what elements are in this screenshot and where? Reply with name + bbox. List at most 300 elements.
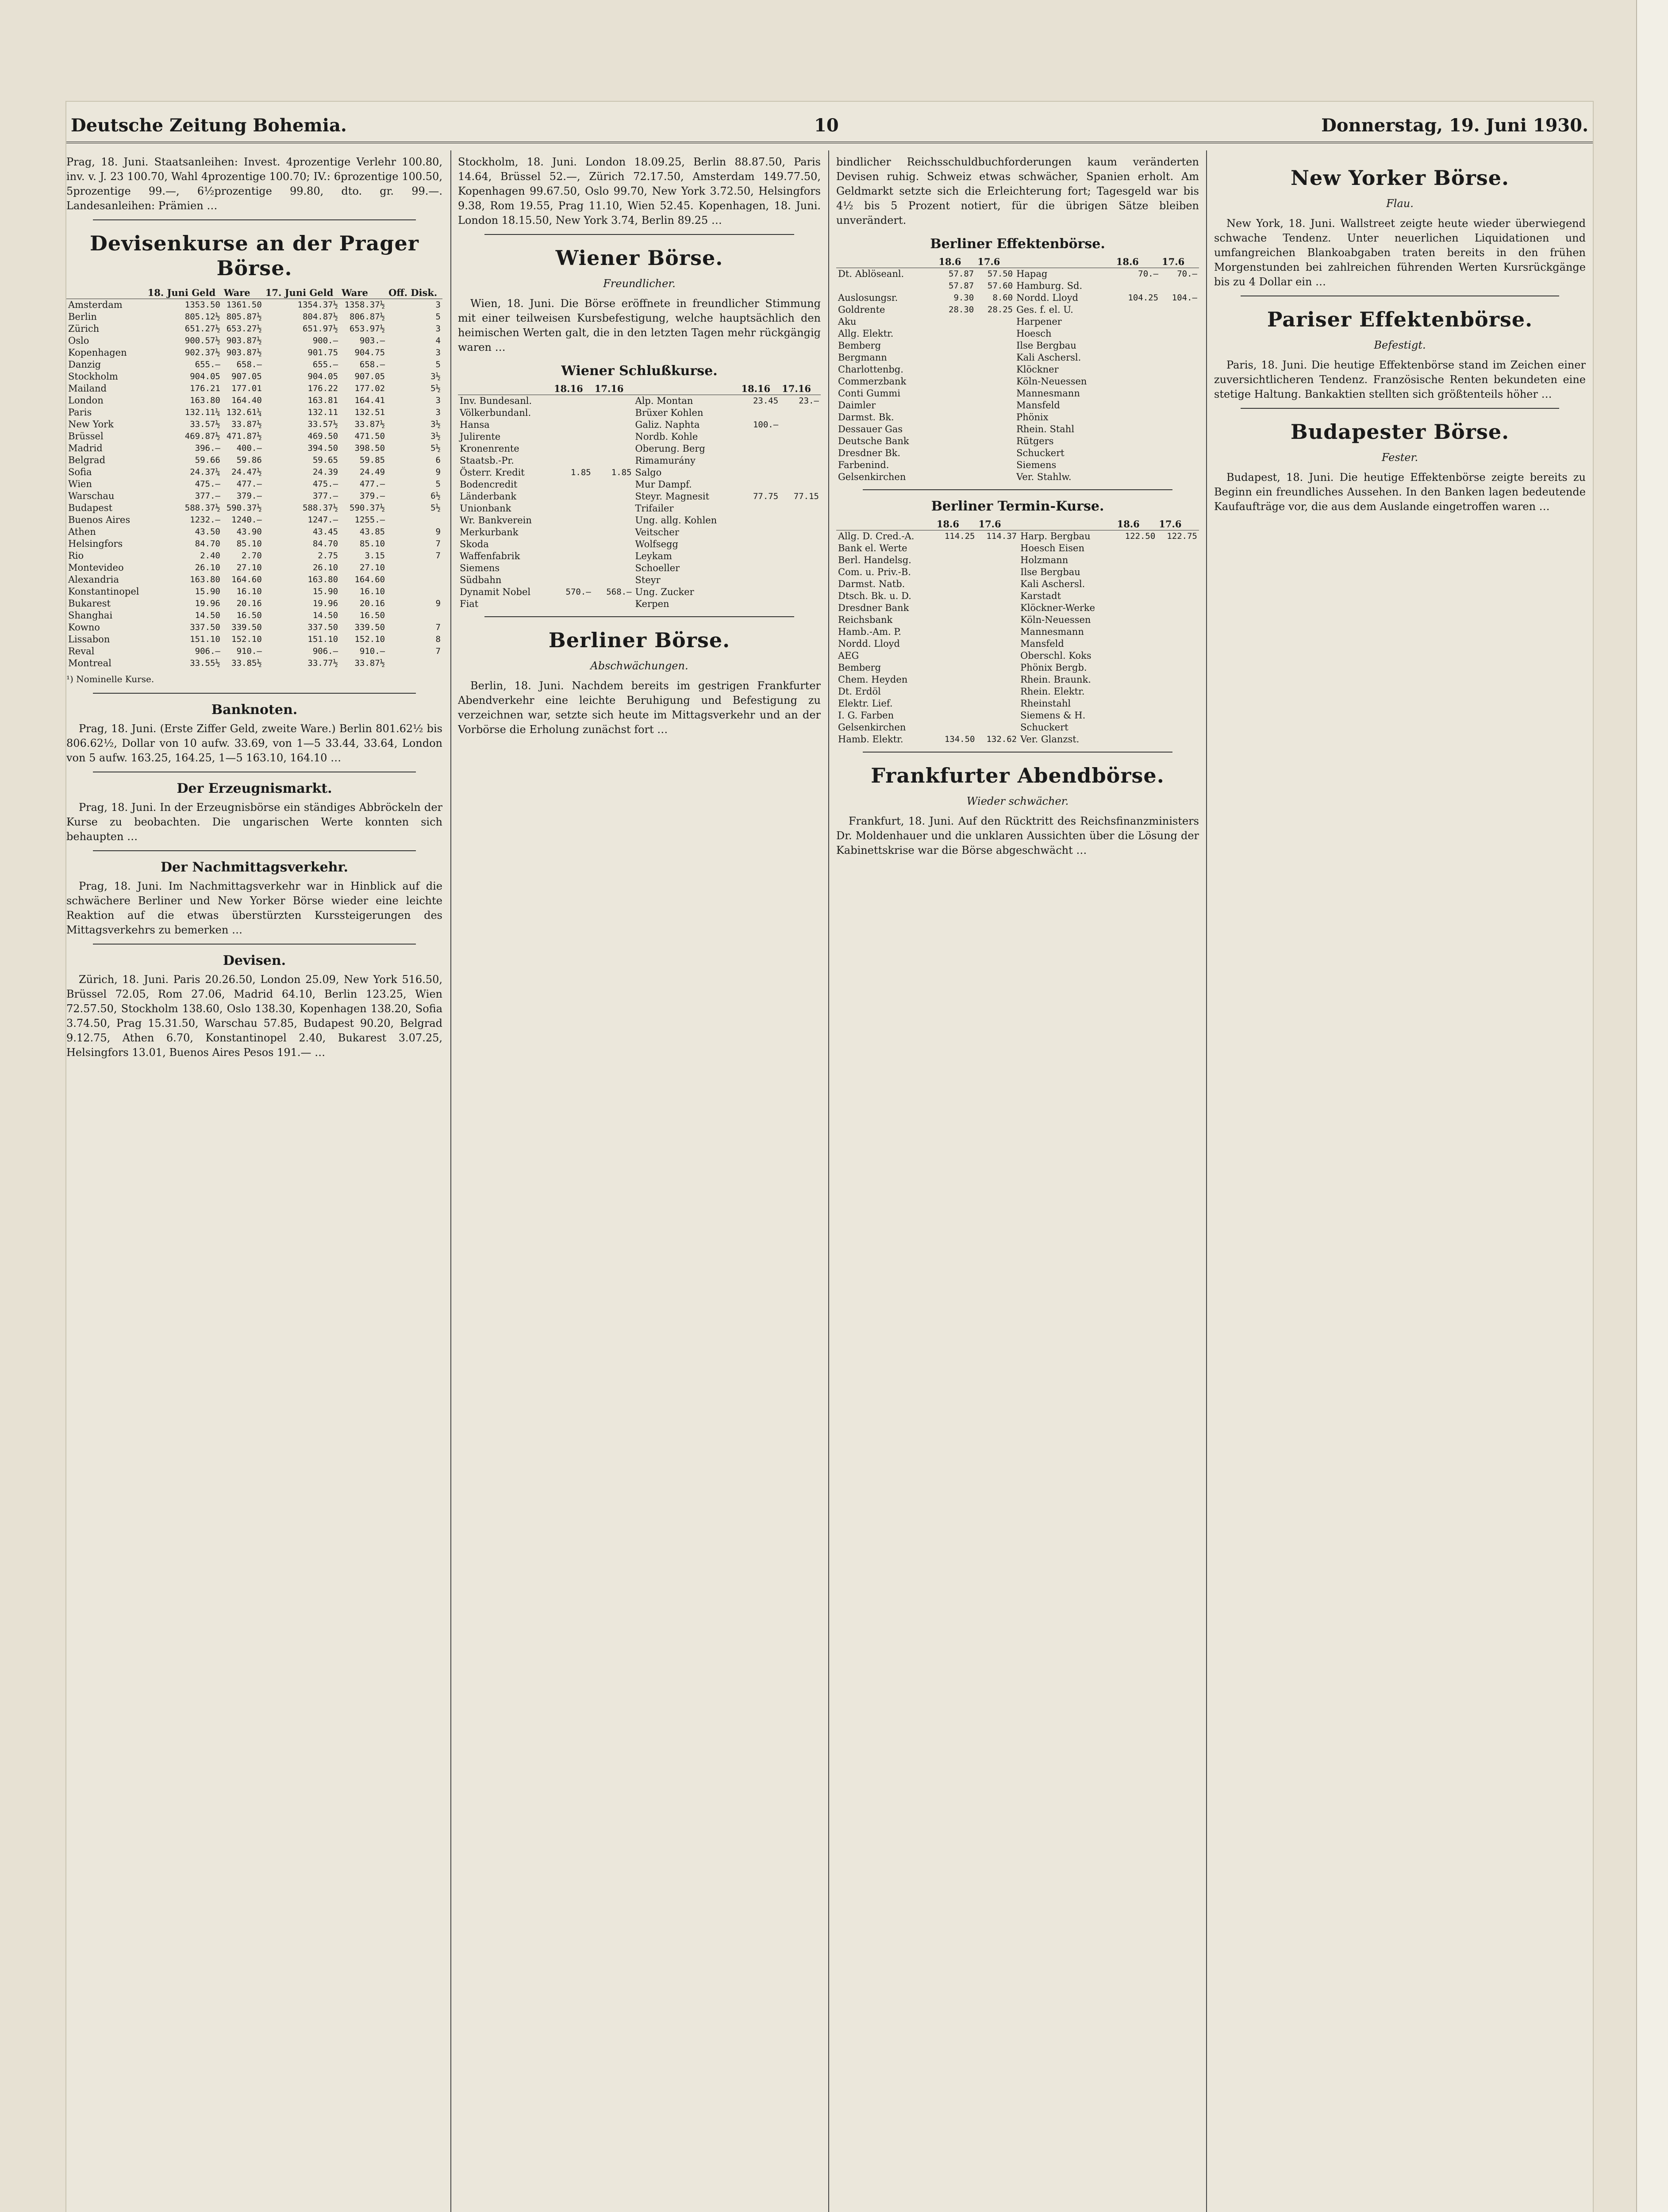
- devisen-cell: 379.—: [359, 491, 385, 501]
- schluss-cell: [780, 407, 821, 419]
- effekten-row: [836, 316, 1199, 328]
- schluss-cell: [593, 574, 634, 586]
- berliner-termin-table: [836, 518, 1199, 745]
- schluss-cell: [552, 407, 593, 419]
- devisen-cell: 177.01: [231, 384, 262, 393]
- effekten-cell: [937, 376, 976, 388]
- effekten-cell: [1115, 376, 1160, 388]
- devisen-cell: Kowno: [68, 622, 100, 633]
- devisen-cell: Mailand: [68, 383, 107, 394]
- devisen-cell: 910.—: [359, 646, 385, 656]
- effekten-cell: [976, 447, 1015, 459]
- effekten-cell: [1160, 411, 1199, 423]
- effekten-cell: 70.—: [1177, 269, 1197, 279]
- devisen-cell: 903.87½: [226, 348, 262, 357]
- effekten-cell: [836, 280, 937, 292]
- termin-cell: [1157, 566, 1199, 578]
- schluss-cell: [739, 503, 780, 515]
- schluss-cell: Bodencredit: [460, 479, 518, 490]
- devisen-cell: 33.57½: [307, 419, 338, 429]
- termin-cell: [976, 722, 1018, 733]
- devisen-cell: 475.—: [312, 479, 338, 489]
- effekten-cell: Klöckner: [1016, 364, 1059, 375]
- devisen-column-header: 18. Juni Geld: [146, 287, 222, 299]
- schluss-row: [458, 491, 821, 503]
- termin-cell: Klöckner-Werke: [1020, 603, 1095, 613]
- article-devisen: Zürich, 18. Juni. Paris 20.26.50, London 25.09, New York 516.50, Brüssel 72.05, Rom 27.06, Madrid 64.10, Berlin 123.25, Wien 72.57.50, Stockholm 138.60, Oslo 138.30, Kopenhagen 138.20, Sofia 3.74.50, Prag 15.31.50, Warschau 57.85, Budapest 90.20, Belgrad 9.12.75, Athen 6.70, Konstantinopel 2.40, Bukarest 3.07.25, Helsingfors 13.01, Buenos Aires Pesos 191.— …: [66, 973, 442, 1059]
- devisen-cell: 16.10: [359, 587, 385, 596]
- termin-row: [836, 662, 1199, 674]
- schluss-cell: [739, 515, 780, 526]
- devisen-cell: 471.87½: [226, 431, 262, 441]
- termin-cell: [1115, 590, 1157, 602]
- effekten-row: [836, 292, 1199, 304]
- schluss-row: [458, 467, 821, 479]
- effekten-cell: [976, 364, 1015, 376]
- effekten-cell: [937, 388, 976, 399]
- termin-cell: Bemberg: [838, 662, 881, 673]
- devisen-cell: 804.87½: [302, 312, 338, 322]
- effekten-cell: [1160, 364, 1199, 376]
- schluss-cell: [552, 526, 593, 538]
- effekten-cell: Conti Gummi: [838, 388, 900, 399]
- schluss-cell: [552, 491, 593, 503]
- devisen-cell: Zürich: [68, 323, 100, 334]
- devisen-cell: Belgrad: [68, 455, 106, 465]
- devisen-cell: [387, 586, 442, 598]
- devisen-cell: 15.90: [312, 587, 338, 596]
- heading-frankfurter-abendboerse: Frankfurter Abendbörse.: [871, 764, 1165, 787]
- termin-cell: 122.50: [1125, 531, 1156, 541]
- effekten-row: [836, 388, 1199, 399]
- effekten-cell: Bergmann: [838, 352, 887, 363]
- devisen-cell: Shanghai: [68, 610, 113, 621]
- devisen-cell: Wien: [68, 479, 92, 489]
- termin-cell: Kali Aschersl.: [1020, 579, 1085, 589]
- article-berliner: Berlin, 18. Juni. Nachdem bereits im gestrigen Frankfurter Abendverkehr eine leichte Beruhigung und Befestigung zu verzeichnen war, setzte sich heute im Mittagsverkehr und an der Vorbörse die Erholung zunächst fort …: [458, 680, 821, 736]
- termin-cell: [935, 614, 977, 626]
- effekten-cell: 104.25: [1128, 293, 1159, 303]
- effekten-cell: [1115, 471, 1160, 483]
- devisen-row: [66, 407, 442, 419]
- termin-cell: [976, 674, 1018, 686]
- termin-cell: [1115, 662, 1157, 674]
- schluss-cell: Oberung. Berg: [635, 443, 705, 454]
- termin-cell: I. G. Farben: [838, 710, 894, 721]
- devisen-cell: 33.77½: [307, 658, 338, 668]
- effekten-cell: [1115, 304, 1160, 316]
- devisen-cell: 655.—: [195, 360, 220, 369]
- devisen-cell: 339.50: [354, 622, 385, 632]
- effekten-cell: [937, 471, 976, 483]
- devisen-cell: 5: [435, 360, 441, 369]
- devisen-cell: 377.—: [195, 491, 220, 501]
- devisen-cell: 16.50: [236, 611, 262, 620]
- schluss-cell: 568.—: [606, 587, 632, 597]
- schluss-cell: Kerpen: [635, 599, 669, 609]
- schluss-cell: [593, 455, 634, 467]
- effekten-cell: [1115, 364, 1160, 376]
- devisen-row: [66, 598, 442, 610]
- effekten-cell: [1160, 280, 1199, 292]
- effekten-row: [836, 471, 1199, 483]
- termin-row: [836, 626, 1199, 638]
- termin-cell: Ver. Glanzst.: [1020, 734, 1080, 745]
- devisen-cell: 3: [435, 407, 441, 417]
- termin-cell: Schuckert: [1020, 722, 1068, 733]
- effekten-cell: Daimler: [838, 400, 876, 411]
- schluss-cell: Südbahn: [460, 575, 502, 585]
- devisen-cell: Lissabon: [68, 634, 110, 645]
- schluss-cell: Ung. Zucker: [635, 587, 694, 597]
- devisen-cell: 904.05: [307, 372, 338, 381]
- termin-cell: [1115, 650, 1157, 662]
- termin-cell: [935, 566, 977, 578]
- schluss-cell: Veitscher: [635, 527, 679, 538]
- devisen-cell: 33.55½: [190, 658, 220, 668]
- effekten-row: [836, 340, 1199, 352]
- schluss-cell: Fiat: [460, 599, 479, 609]
- devisen-cell: 33.87½: [354, 658, 385, 668]
- termin-row: [836, 638, 1199, 650]
- devisen-cell: 59.66: [195, 455, 220, 465]
- termin-cell: Nordd. Lloyd: [838, 638, 900, 649]
- schluss-row: [458, 562, 821, 574]
- effekten-cell: Hoesch: [1016, 328, 1052, 339]
- devisen-cell: Warschau: [68, 491, 115, 501]
- devisen-cell: Montevideo: [68, 562, 124, 573]
- termin-cell: 134.50: [944, 734, 975, 744]
- termin-cell: [976, 698, 1018, 710]
- termin-cell: [1115, 638, 1157, 650]
- effekten-cell: [1115, 399, 1160, 411]
- devisen-cell: 16.50: [359, 611, 385, 620]
- termin-cell: Ilse Bergbau: [1020, 567, 1080, 577]
- schluss-cell: [593, 515, 634, 526]
- effekten-row: [836, 411, 1199, 423]
- schluss-cell: Steyr: [635, 575, 661, 585]
- devisen-cell: 1361.50: [226, 300, 262, 310]
- schluss-row: [458, 395, 821, 407]
- devisen-cell: 132.51: [354, 407, 385, 417]
- effekten-cell: [937, 316, 976, 328]
- devisen-cell: 132.61¼: [226, 407, 262, 417]
- devisen-cell: 33.85½: [231, 658, 262, 668]
- effekten-cell: [1115, 280, 1160, 292]
- devisen-row: [66, 299, 442, 311]
- effekten-cell: [937, 411, 976, 423]
- schluss-cell: Julirente: [460, 431, 501, 442]
- devisen-cell: 24.39: [312, 467, 338, 477]
- devisen-cell: 8: [435, 634, 441, 644]
- devisen-cell: [387, 562, 442, 574]
- devisen-cell: 805.12½: [184, 312, 220, 322]
- devisen-cell: 805.87½: [226, 312, 262, 322]
- subheading-budapest: Fester.: [1381, 451, 1418, 464]
- schluss-row: [458, 586, 821, 598]
- devisen-cell: 7: [435, 622, 441, 632]
- effekten-row: [836, 268, 1199, 280]
- schluss-cell: [552, 479, 593, 491]
- devisen-cell: Oslo: [68, 335, 89, 346]
- schluss-cell: Völkerbundanl.: [460, 407, 531, 418]
- devisen-column-header: 17. Juni Geld: [264, 287, 340, 299]
- effekten-cell: 57.87: [949, 281, 974, 291]
- effekten-cell: Rütgers: [1016, 436, 1054, 446]
- termin-cell: Dt. Erdöl: [838, 686, 881, 697]
- effekten-cell: Farbenind.: [838, 460, 889, 470]
- heading-devisenkurse: Devisenkurse an der Prager Börse.: [90, 231, 419, 280]
- schluss-cell: [593, 407, 634, 419]
- devisen-cell: 906.—: [195, 646, 220, 656]
- termin-cell: [935, 590, 977, 602]
- devisen-row: [66, 538, 442, 550]
- termin-cell: Hamb.-Am. P.: [838, 626, 901, 637]
- schluss-cell: 1.85: [611, 468, 632, 477]
- schluss-cell: [593, 562, 634, 574]
- schluss-row: [458, 515, 821, 526]
- schluss-cell: [739, 562, 780, 574]
- devisen-cell: 26.10: [312, 563, 338, 572]
- devisen-cell: 590.37½: [226, 503, 262, 513]
- devisen-cell: 59.65: [312, 455, 338, 465]
- devisen-cell: 85.10: [359, 539, 385, 549]
- schluss-cell: [593, 491, 634, 503]
- page-edge: [1636, 0, 1668, 2212]
- effekten-column-header: [836, 256, 937, 268]
- effekten-cell: [1160, 459, 1199, 471]
- devisen-cell: 475.—: [195, 479, 220, 489]
- effekten-cell: [1115, 316, 1160, 328]
- effekten-cell: Hapag: [1016, 269, 1048, 279]
- devisen-cell: Stockholm: [68, 371, 118, 382]
- schluss-cell: [739, 550, 780, 562]
- devisen-cell: [387, 514, 442, 526]
- devisen-cell: 904.05: [190, 372, 220, 381]
- devisen-cell: 19.96: [312, 599, 338, 608]
- schluss-cell: [593, 443, 634, 455]
- schluss-cell: [780, 562, 821, 574]
- schluss-cell: [593, 526, 634, 538]
- devisen-cell: 588.37½: [302, 503, 338, 513]
- effekten-cell: [976, 388, 1015, 399]
- devisen-cell: 4: [435, 336, 441, 346]
- devisen-cell: Danzig: [68, 359, 101, 370]
- effekten-cell: [1115, 340, 1160, 352]
- termin-cell: [976, 626, 1018, 638]
- termin-cell: [935, 698, 977, 710]
- schluss-row: [458, 419, 821, 431]
- effekten-row: [836, 304, 1199, 316]
- schluss-cell: [552, 598, 593, 610]
- heading-erzeugnismarkt: Der Erzeugnismarkt.: [177, 781, 332, 796]
- devisen-cell: 339.50: [231, 622, 262, 632]
- schluss-cell: Salgo: [635, 467, 662, 478]
- devisen-row: [66, 430, 442, 442]
- devisen-cell: 398.50: [354, 443, 385, 453]
- schluss-cell: [552, 455, 593, 467]
- termin-cell: 114.25: [944, 531, 975, 541]
- termin-cell: 114.37: [986, 531, 1017, 541]
- effekten-row: [836, 459, 1199, 471]
- termin-cell: [1157, 614, 1199, 626]
- effekten-cell: Mannesmann: [1016, 388, 1080, 399]
- effekten-cell: [937, 340, 976, 352]
- termin-cell: Karstadt: [1020, 591, 1061, 601]
- article-paris: Paris, 18. Juni. Die heutige Effektenbörse stand im Zeichen einer zuversichtlicheren Tendenz. Französische Renten bekundeten eine stetige Haltung. Bankaktien stellten sich größtenteils höher …: [1214, 359, 1586, 400]
- devisen-cell: 806.87½: [350, 312, 385, 322]
- termin-cell: Köln-Neuessen: [1020, 614, 1091, 625]
- termin-column-header: [836, 518, 935, 530]
- devisen-cell: Brüssel: [68, 431, 104, 442]
- effekten-cell: [1160, 304, 1199, 316]
- devisen-cell: 43.90: [236, 527, 262, 537]
- footnote: ¹) Nominelle Kurse.: [66, 674, 154, 684]
- termin-row: [836, 698, 1199, 710]
- termin-cell: [935, 650, 977, 662]
- devisen-row: [66, 502, 442, 514]
- effekten-cell: [976, 328, 1015, 340]
- schluss-cell: Länderbank: [460, 491, 517, 502]
- schluss-cell: [780, 467, 821, 479]
- effekten-cell: [976, 471, 1015, 483]
- devisen-cell: 16.10: [236, 587, 262, 596]
- devisen-cell: 337.50: [190, 622, 220, 632]
- devisen-column-header: Off. Disk.: [387, 287, 442, 299]
- devisen-cell: 377.—: [312, 491, 338, 501]
- devisen-cell: 24.37¼: [190, 467, 220, 477]
- termin-cell: Rheinstahl: [1020, 698, 1071, 709]
- devisen-cell: 3½: [430, 372, 441, 381]
- devisen-column-header: [66, 287, 146, 299]
- devisen-row: [66, 562, 442, 574]
- termin-row: [836, 554, 1199, 566]
- devisen-cell: 2.40: [200, 551, 220, 561]
- termin-column-header: [1018, 518, 1115, 530]
- schluss-cell: [552, 431, 593, 443]
- effekten-cell: 70.—: [1138, 269, 1159, 279]
- effekten-cell: Ilse Bergbau: [1016, 340, 1076, 351]
- schluss-cell: Rimamurány: [635, 455, 696, 466]
- effekten-cell: Nordd. Lloyd: [1016, 292, 1078, 303]
- termin-row: [836, 614, 1199, 626]
- effekten-cell: 28.30: [949, 305, 974, 315]
- column-1: [66, 155, 442, 2212]
- schluss-column-header: [458, 383, 552, 395]
- termin-cell: [1115, 733, 1157, 745]
- effekten-row: [836, 435, 1199, 447]
- schluss-cell: [739, 526, 780, 538]
- devisen-cell: Buenos Aires: [68, 515, 131, 525]
- schluss-cell: [780, 526, 821, 538]
- termin-cell: [935, 626, 977, 638]
- devisen-cell: 6½: [430, 491, 441, 501]
- termin-cell: [1115, 722, 1157, 733]
- effekten-cell: [1115, 328, 1160, 340]
- effekten-cell: Ver. Stahlw.: [1016, 472, 1072, 482]
- termin-cell: [1115, 542, 1157, 554]
- devisen-row: [66, 371, 442, 383]
- schluss-cell: Merkurbank: [460, 527, 519, 538]
- schluss-cell: 23.—: [799, 396, 819, 406]
- schluss-cell: [593, 419, 634, 431]
- schluss-cell: 1.85: [570, 468, 591, 477]
- devisen-cell: 19.96: [195, 599, 220, 608]
- effekten-cell: 57.87: [949, 269, 974, 279]
- devisen-cell: 27.10: [236, 563, 262, 572]
- termin-row: [836, 722, 1199, 733]
- termin-cell: [1157, 674, 1199, 686]
- schluss-cell: [739, 431, 780, 443]
- devisen-cell: 152.10: [231, 634, 262, 644]
- schluss-cell: [552, 538, 593, 550]
- schluss-column-header: [634, 383, 740, 395]
- schluss-cell: Nordb. Kohle: [635, 431, 698, 442]
- devisen-cell: 26.10: [195, 563, 220, 572]
- termin-row: [836, 650, 1199, 662]
- devisen-cell: 151.10: [307, 634, 338, 644]
- termin-cell: [976, 554, 1018, 566]
- devisen-cell: 163.80: [307, 575, 338, 584]
- devisen-cell: 2.70: [242, 551, 262, 561]
- termin-cell: [1157, 710, 1199, 722]
- termin-cell: Dresdner Bank: [838, 603, 909, 613]
- termin-row: [836, 602, 1199, 614]
- termin-cell: Mannesmann: [1020, 626, 1084, 637]
- effekten-row: [836, 328, 1199, 340]
- schluss-cell: [552, 562, 593, 574]
- effekten-cell: [976, 423, 1015, 435]
- schluss-column-header: 17.16: [780, 383, 821, 395]
- devisen-cell: Montreal: [68, 658, 111, 668]
- termin-cell: [976, 578, 1018, 590]
- devisen-row: [66, 622, 442, 634]
- effekten-cell: 104.—: [1172, 293, 1197, 303]
- devisen-cell: 3: [435, 324, 441, 334]
- devisen-cell: 5½: [430, 503, 441, 513]
- devisen-cell: 3.15: [365, 551, 385, 561]
- devisen-cell: 394.50: [307, 443, 338, 453]
- schluss-cell: [593, 479, 634, 491]
- devisen-cell: 902.37½: [184, 348, 220, 357]
- devisen-cell: 590.37½: [350, 503, 385, 513]
- devisen-cell: 43.45: [312, 527, 338, 537]
- termin-cell: Phönix Bergb.: [1020, 662, 1087, 673]
- devisen-cell: 1240.—: [231, 515, 262, 525]
- devisen-cell: 658.—: [236, 360, 262, 369]
- schluss-cell: Dynamit Nobel: [460, 587, 531, 597]
- page-header: [66, 111, 1593, 143]
- devisen-row: [66, 490, 442, 502]
- schluss-cell: Wr. Bankverein: [460, 515, 532, 526]
- termin-cell: [1157, 578, 1199, 590]
- devisen-row: [66, 657, 442, 669]
- devisen-cell: 471.50: [354, 431, 385, 441]
- termin-cell: [1157, 733, 1199, 745]
- devisen-row: [66, 395, 442, 407]
- devisen-cell: 27.10: [359, 563, 385, 572]
- schluss-cell: Siemens: [460, 563, 500, 573]
- devisen-cell: 177.02: [354, 384, 385, 393]
- schluss-row: [458, 455, 821, 467]
- devisen-cell: Berlin: [68, 311, 97, 322]
- devisen-cell: 907.05: [354, 372, 385, 381]
- devisen-cell: 1255.—: [354, 515, 385, 525]
- termin-cell: Holzmann: [1020, 555, 1068, 565]
- effekten-cell: Hamburg. Sd.: [1016, 280, 1083, 291]
- termin-cell: [1115, 686, 1157, 698]
- termin-cell: [976, 602, 1018, 614]
